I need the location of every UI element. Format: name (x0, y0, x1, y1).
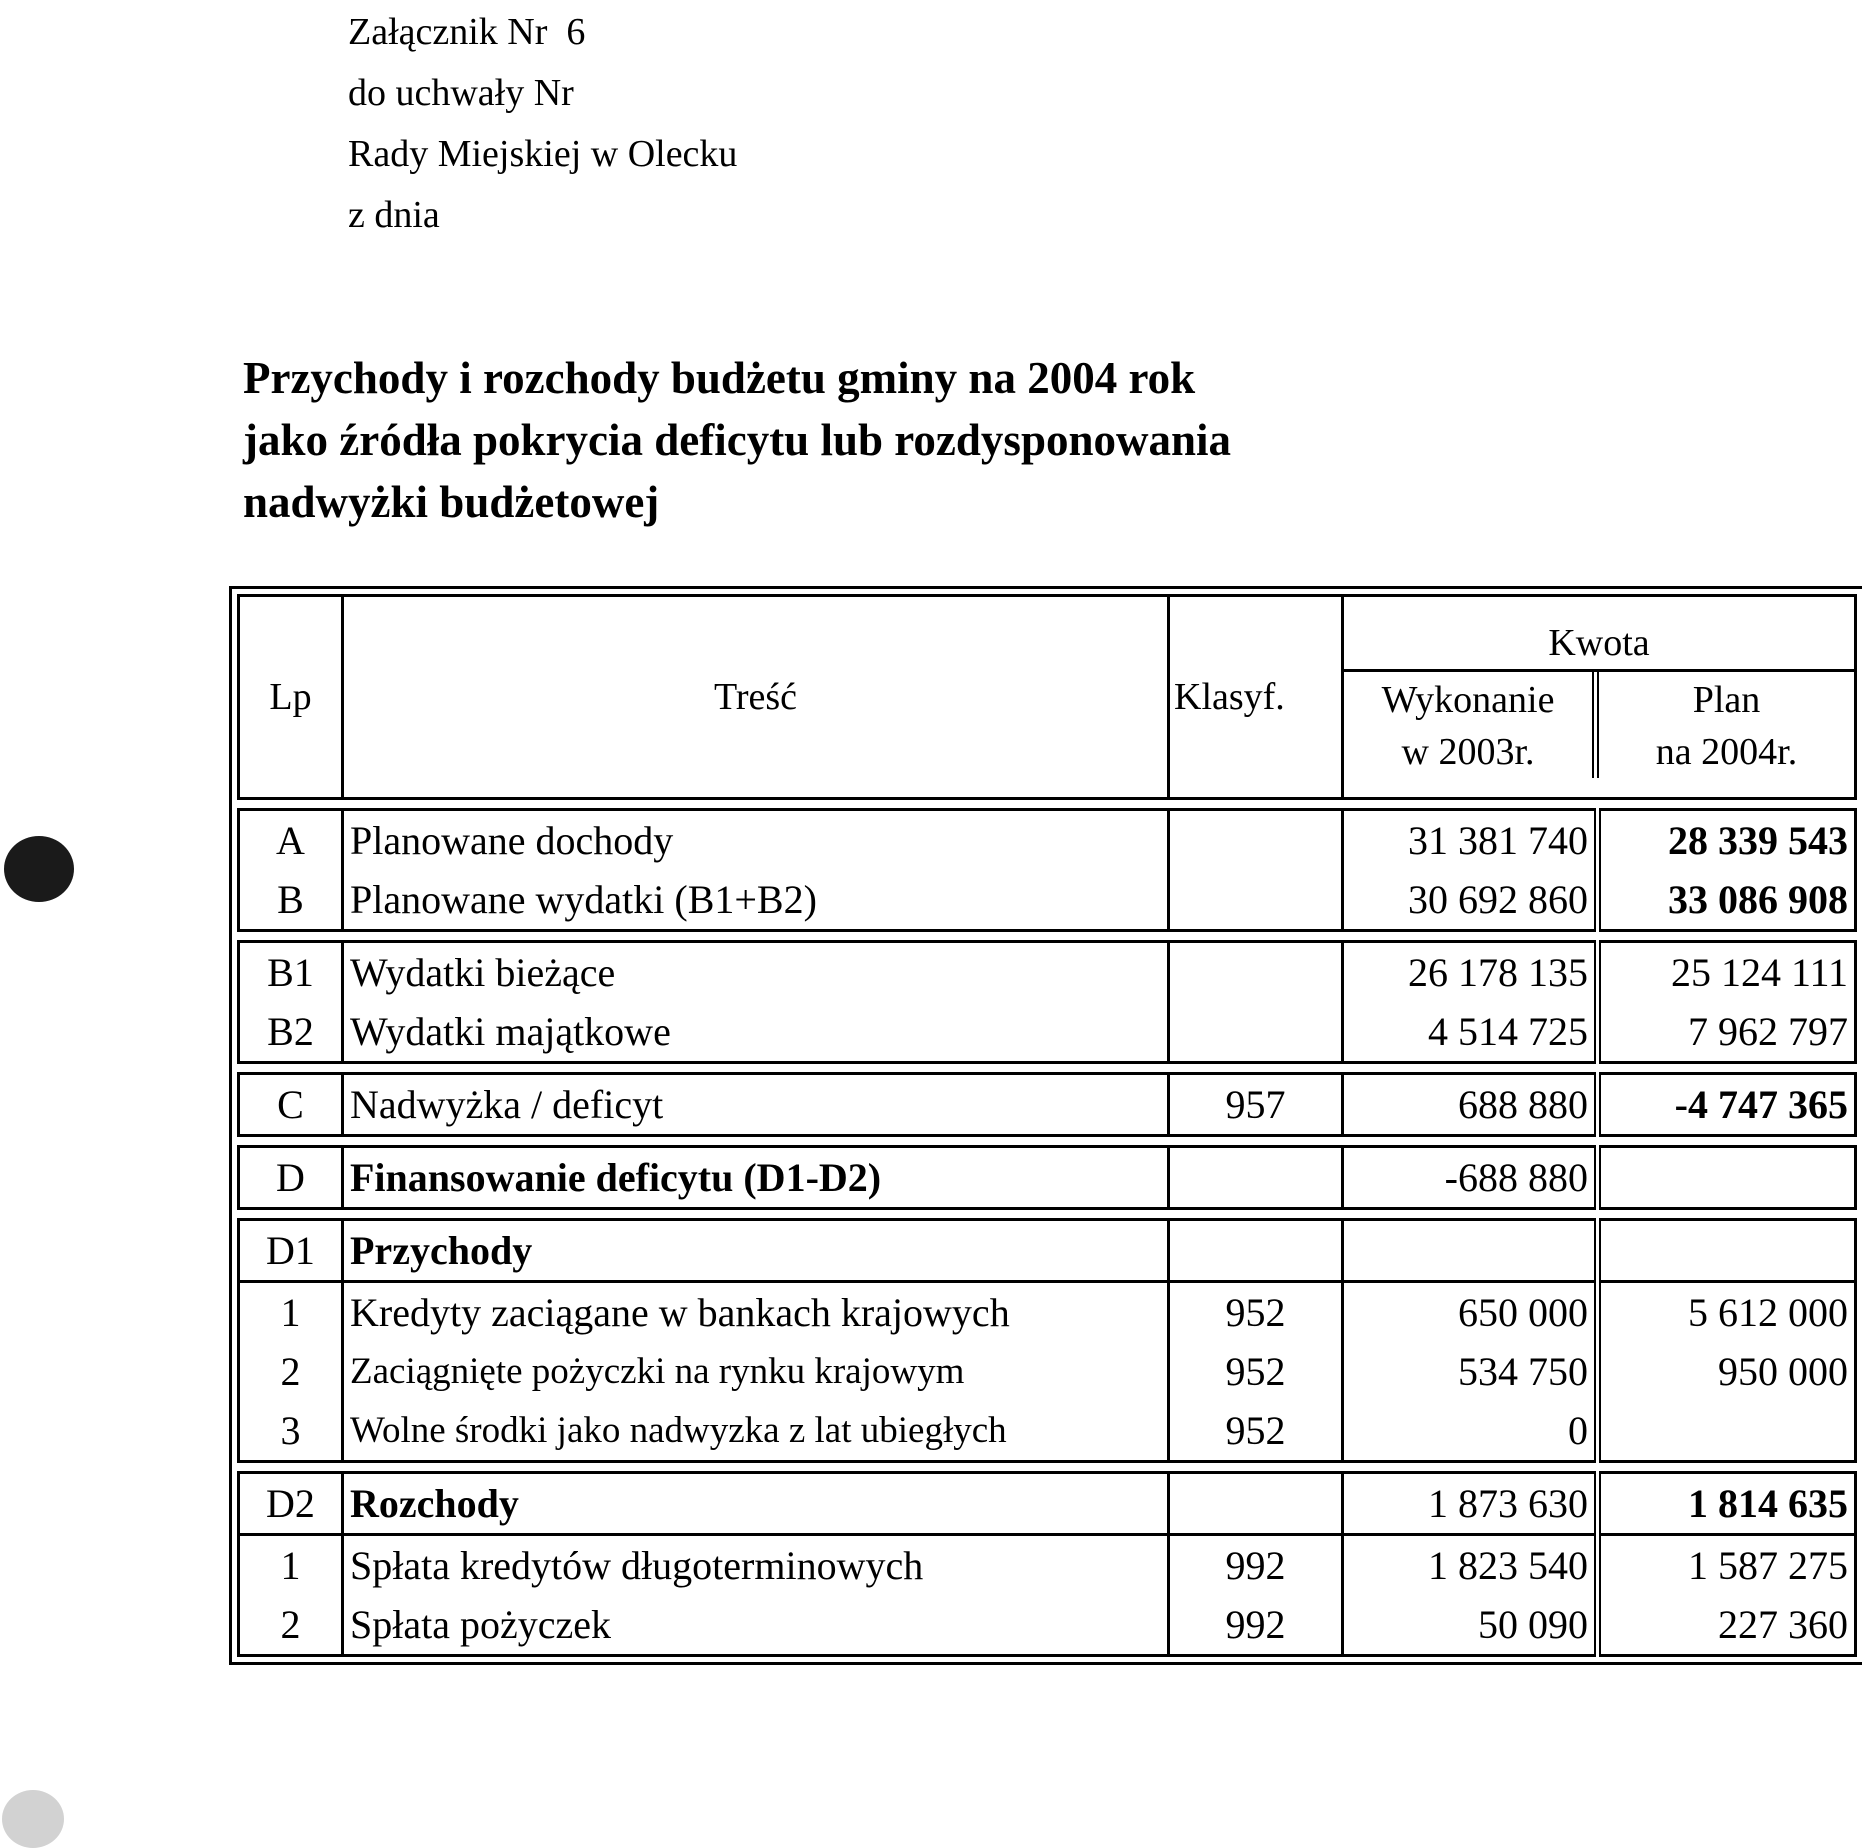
row-plan (1598, 1147, 1856, 1209)
row-wykonanie: 650 000 (1343, 1282, 1598, 1343)
row-klasyf (1169, 1220, 1343, 1282)
row-tresc: Planowane dochody (343, 810, 1169, 871)
kwota-label: Kwota (1344, 617, 1854, 672)
row-tresc: Wolne środki jako nadwyzka z lat ubiegłych (343, 1401, 1169, 1462)
row-klasyf: 952 (1169, 1401, 1343, 1462)
council-name: Rady Miejskiej w Olecku (348, 133, 738, 175)
row-wykonanie: 1 823 540 (1343, 1535, 1598, 1596)
row-plan: 5 612 000 (1598, 1282, 1856, 1343)
row-wykonanie: 688 880 (1343, 1074, 1598, 1136)
row-klasyf: 957 (1169, 1074, 1343, 1136)
table-row (239, 1002, 1856, 1063)
row-klasyf (1169, 1002, 1343, 1063)
plan-label: Plan (1692, 678, 1761, 721)
row-plan: 33 086 908 (1598, 870, 1856, 931)
table-row (239, 1401, 1856, 1462)
wykonanie-year: w 2003r. (1401, 730, 1535, 773)
row-plan (1598, 1401, 1856, 1462)
column-header-wykonanie (1344, 672, 1599, 778)
row-tresc: Przychody (343, 1220, 1169, 1282)
document-title (243, 347, 1231, 533)
title-line: jako źródła pokrycia deficytu lub rozdysponowania (243, 415, 1232, 465)
row-klasyf: 952 (1169, 1282, 1343, 1343)
table-row (239, 870, 1856, 931)
table-row (239, 1342, 1856, 1401)
row-tresc: Wydatki bieżące (343, 942, 1169, 1003)
row-tresc: Planowane wydatki (B1+B2) (343, 870, 1169, 931)
row-wykonanie: 31 381 740 (1343, 810, 1598, 871)
row-klasyf (1169, 1473, 1343, 1535)
budget-table (237, 594, 1857, 1657)
row-tresc: Wydatki majątkowe (343, 1002, 1169, 1063)
row-lp: B1 (239, 942, 343, 1003)
row-wykonanie: 0 (1343, 1401, 1598, 1462)
plan-year: na 2004r. (1655, 730, 1798, 773)
row-klasyf (1169, 1147, 1343, 1209)
row-plan: 227 360 (1598, 1595, 1856, 1656)
wykonanie-label: Wykonanie (1381, 678, 1555, 721)
row-lp: 3 (239, 1401, 343, 1462)
table-row (239, 1147, 1856, 1209)
table-row (239, 810, 1856, 871)
row-lp: 1 (239, 1282, 343, 1343)
row-klasyf: 992 (1169, 1535, 1343, 1596)
row-plan: 950 000 (1598, 1342, 1856, 1401)
title-line: Przychody i rozchody budżetu gminy na 2004 rok (243, 353, 1196, 403)
row-wykonanie: 4 514 725 (1343, 1002, 1598, 1063)
column-header-klasyf: Klasyf. (1169, 596, 1343, 799)
row-tresc: Zaciągnięte pożyczki na rynku krajowym (343, 1342, 1169, 1401)
row-tresc: Nadwyżka / deficyt (343, 1074, 1169, 1136)
row-lp: 1 (239, 1535, 343, 1596)
row-wykonanie (1343, 1220, 1598, 1282)
row-lp: B (239, 870, 343, 931)
row-plan: -4 747 365 (1598, 1074, 1856, 1136)
row-tresc: Spłata kredytów długoterminowych (343, 1535, 1169, 1596)
row-lp: A (239, 810, 343, 871)
row-lp: C (239, 1074, 343, 1136)
column-header-lp: Lp (239, 596, 343, 799)
column-header-plan (1599, 672, 1854, 778)
row-wykonanie: 1 873 630 (1343, 1473, 1598, 1535)
row-klasyf (1169, 810, 1343, 871)
budget-table-frame (229, 586, 1862, 1665)
row-lp: D1 (239, 1220, 343, 1282)
row-klasyf (1169, 942, 1343, 1003)
table-row (239, 1595, 1856, 1656)
resolution-number: do uchwały Nr (348, 72, 574, 114)
row-tresc: Finansowanie deficytu (D1-D2) (343, 1147, 1169, 1209)
row-tresc: Kredyty zaciągane w bankach krajowych (343, 1282, 1169, 1343)
row-plan: 28 339 543 (1598, 810, 1856, 871)
table-row (239, 1074, 1856, 1136)
table-row (239, 942, 1856, 1003)
attachment-header (348, 2, 737, 246)
row-wykonanie: 534 750 (1343, 1342, 1598, 1401)
row-plan: 7 962 797 (1598, 1002, 1856, 1063)
table-row (239, 1282, 1856, 1343)
row-plan (1598, 1220, 1856, 1282)
column-header-tresc: Treść (343, 596, 1169, 799)
attachment-number: Załącznik Nr 6 (348, 11, 586, 53)
table-header-row (239, 596, 1856, 799)
table-row (239, 1220, 1856, 1282)
table-row (239, 1473, 1856, 1535)
title-line: nadwyżki budżetowej (243, 477, 660, 527)
row-klasyf: 952 (1169, 1342, 1343, 1401)
row-wykonanie: -688 880 (1343, 1147, 1598, 1209)
row-klasyf (1169, 870, 1343, 931)
row-lp: B2 (239, 1002, 343, 1063)
row-wykonanie: 30 692 860 (1343, 870, 1598, 931)
punch-hole-mark (2, 1790, 64, 1848)
row-klasyf: 992 (1169, 1595, 1343, 1656)
resolution-date: z dnia (348, 194, 440, 236)
column-header-kwota (1343, 596, 1856, 799)
row-tresc: Spłata pożyczek (343, 1595, 1169, 1656)
row-lp: 2 (239, 1342, 343, 1401)
row-wykonanie: 26 178 135 (1343, 942, 1598, 1003)
row-plan: 25 124 111 (1598, 942, 1856, 1003)
punch-hole-mark (4, 836, 74, 902)
table-row (239, 1535, 1856, 1596)
row-wykonanie: 50 090 (1343, 1595, 1598, 1656)
row-lp: 2 (239, 1595, 343, 1656)
row-plan: 1 814 635 (1598, 1473, 1856, 1535)
row-tresc: Rozchody (343, 1473, 1169, 1535)
row-plan: 1 587 275 (1598, 1535, 1856, 1596)
row-lp: D (239, 1147, 343, 1209)
row-lp: D2 (239, 1473, 343, 1535)
